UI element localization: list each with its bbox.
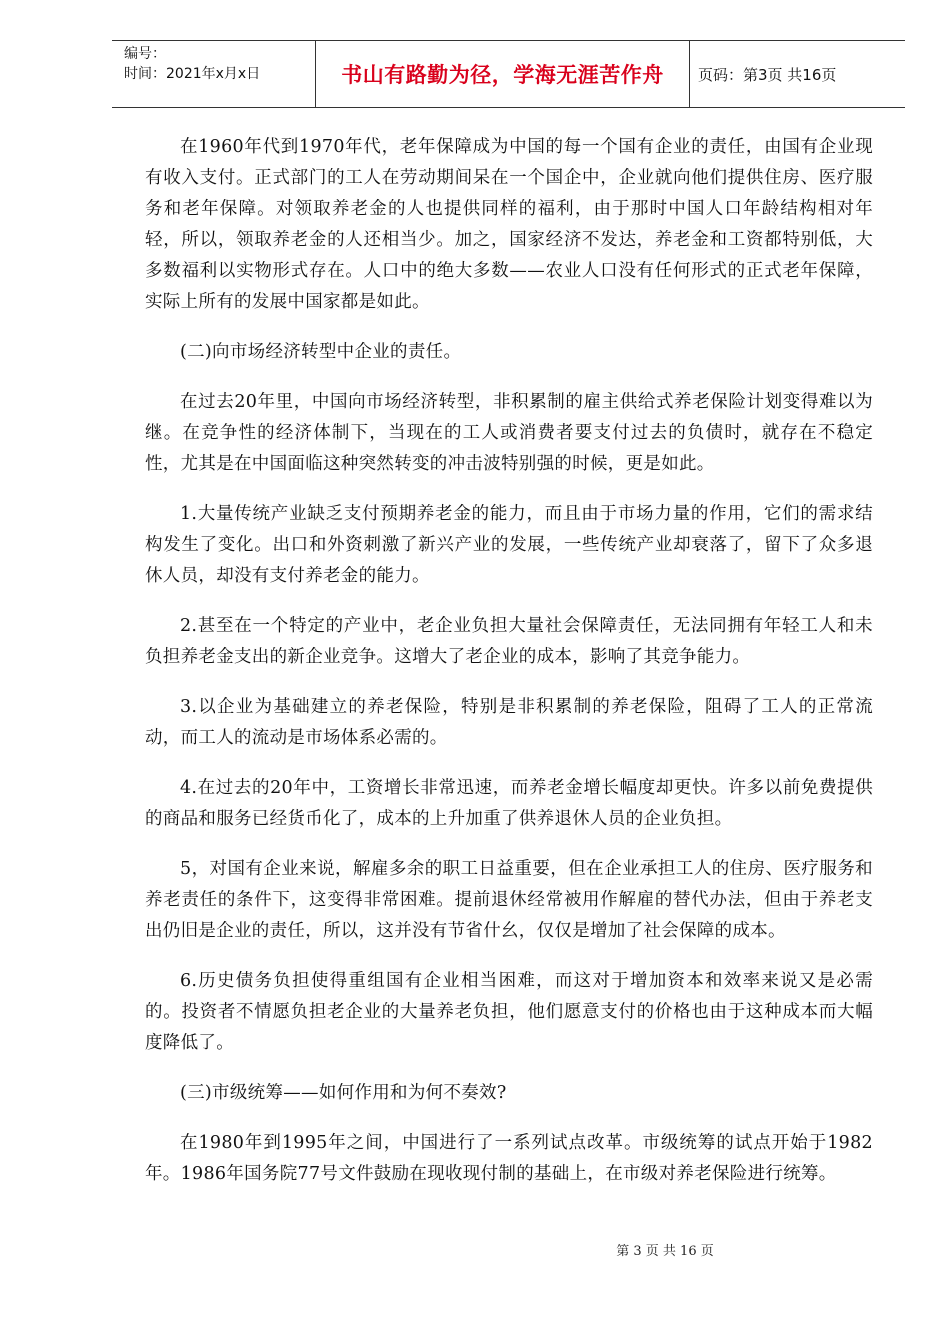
header-page-cell <box>690 41 905 107</box>
section-heading: (三)市级统筹——如何作用和为何不奏效? <box>180 1083 507 1103</box>
header-motto: 书山有路勤为径，学海无涯苦作舟 <box>341 63 664 87</box>
page-footer <box>0 1240 950 1259</box>
list-item: 1.大量传统产业缺乏支付预期养老金的能力，而且由于市场力量的作用，它们的需求结构发生了变化。出口和外资刺激了新兴产业的发展，一些传统产业却衰落了，留下了众多退休人员，却没有支付养老金的能力。 <box>145 504 873 586</box>
document-number-label: 编号： <box>124 46 166 62</box>
page-header <box>112 40 905 108</box>
body-paragraph: 在1960年代到1970年代，老年保障成为中国的每一个国有企业的责任，由国有企业现有收入支付。正式部门的工人在劳动期间呆在一个国企中，企业就向他们提供住房、医疗服务和老年保障。对领取养老金的人也提供同样的福利，由于那时中国人口年龄结构相对年轻，所以，领取养老金的人还相当少。加之，国家经济不发达，养老金和工资都特别低，大多数福利以实物形式存在。人口中的绝大多数——农业人口没有任何形式的正式老年保障，实际上所有的发展中国家都是如此。 <box>145 137 873 312</box>
document-body <box>145 132 873 1209</box>
list-item: 5，对国有企业来说，解雇多余的职工日益重要，但在企业承担工人的住房、医疗服务和养老责任的条件下，这变得非常困难。提前退休经常被用作解雇的替代办法，但由于养老支出仍旧是企业的责任，所以，这并没有节省什幺，仅仅是增加了社会保障的成本。 <box>145 859 873 941</box>
document-time-label: 时间：2021年x月x日 <box>124 66 261 82</box>
section-heading: (二)向市场经济转型中企业的责任。 <box>180 342 462 362</box>
header-motto-cell <box>316 41 690 107</box>
list-item: 2.甚至在一个特定的产业中，老企业负担大量社会保障责任，无法同拥有年轻工人和未负担养老金支出的新企业竞争。这增大了老企业的成本，影响了其竞争能力。 <box>145 616 873 667</box>
list-item: 4.在过去的20年中，工资增长非常迅速，而养老金增长幅度却更快。许多以前免费提供的商品和服务已经货币化了，成本的上升加重了供养退休人员的企业负担。 <box>145 778 873 829</box>
body-paragraph: 在过去20年里，中国向市场经济转型，非积累制的雇主供给式养老保险计划变得难以为继。在竞争性的经济体制下，当现在的工人或消费者要支付过去的负债时，就存在不稳定性，尤其是在中国面临这种突然转变的冲击波特别强的时候，更是如此。 <box>145 392 873 474</box>
header-meta <box>112 41 316 107</box>
list-item: 3.以企业为基础建立的养老保险，特别是非积累制的养老保险，阻碍了工人的正常流动，而工人的流动是市场体系必需的。 <box>145 697 873 748</box>
header-page-number: 页码：第3页 共16页 <box>698 65 837 84</box>
body-paragraph: 在1980年到1995年之间，中国进行了一系列试点改革。市级统筹的试点开始于1982年。1986年国务院77号文件鼓励在现收现付制的基础上，在市级对养老保险进行统筹。 <box>145 1133 873 1184</box>
list-item: 6.历史债务负担使得重组国有企业相当困难，而这对于增加资本和效率来说又是必需的。投资者不情愿负担老企业的大量养老负担，他们愿意支付的价格也由于这种成本而大幅度降低了。 <box>145 971 873 1053</box>
footer-page-number: 第 3 页 共 16 页 <box>616 1244 714 1259</box>
